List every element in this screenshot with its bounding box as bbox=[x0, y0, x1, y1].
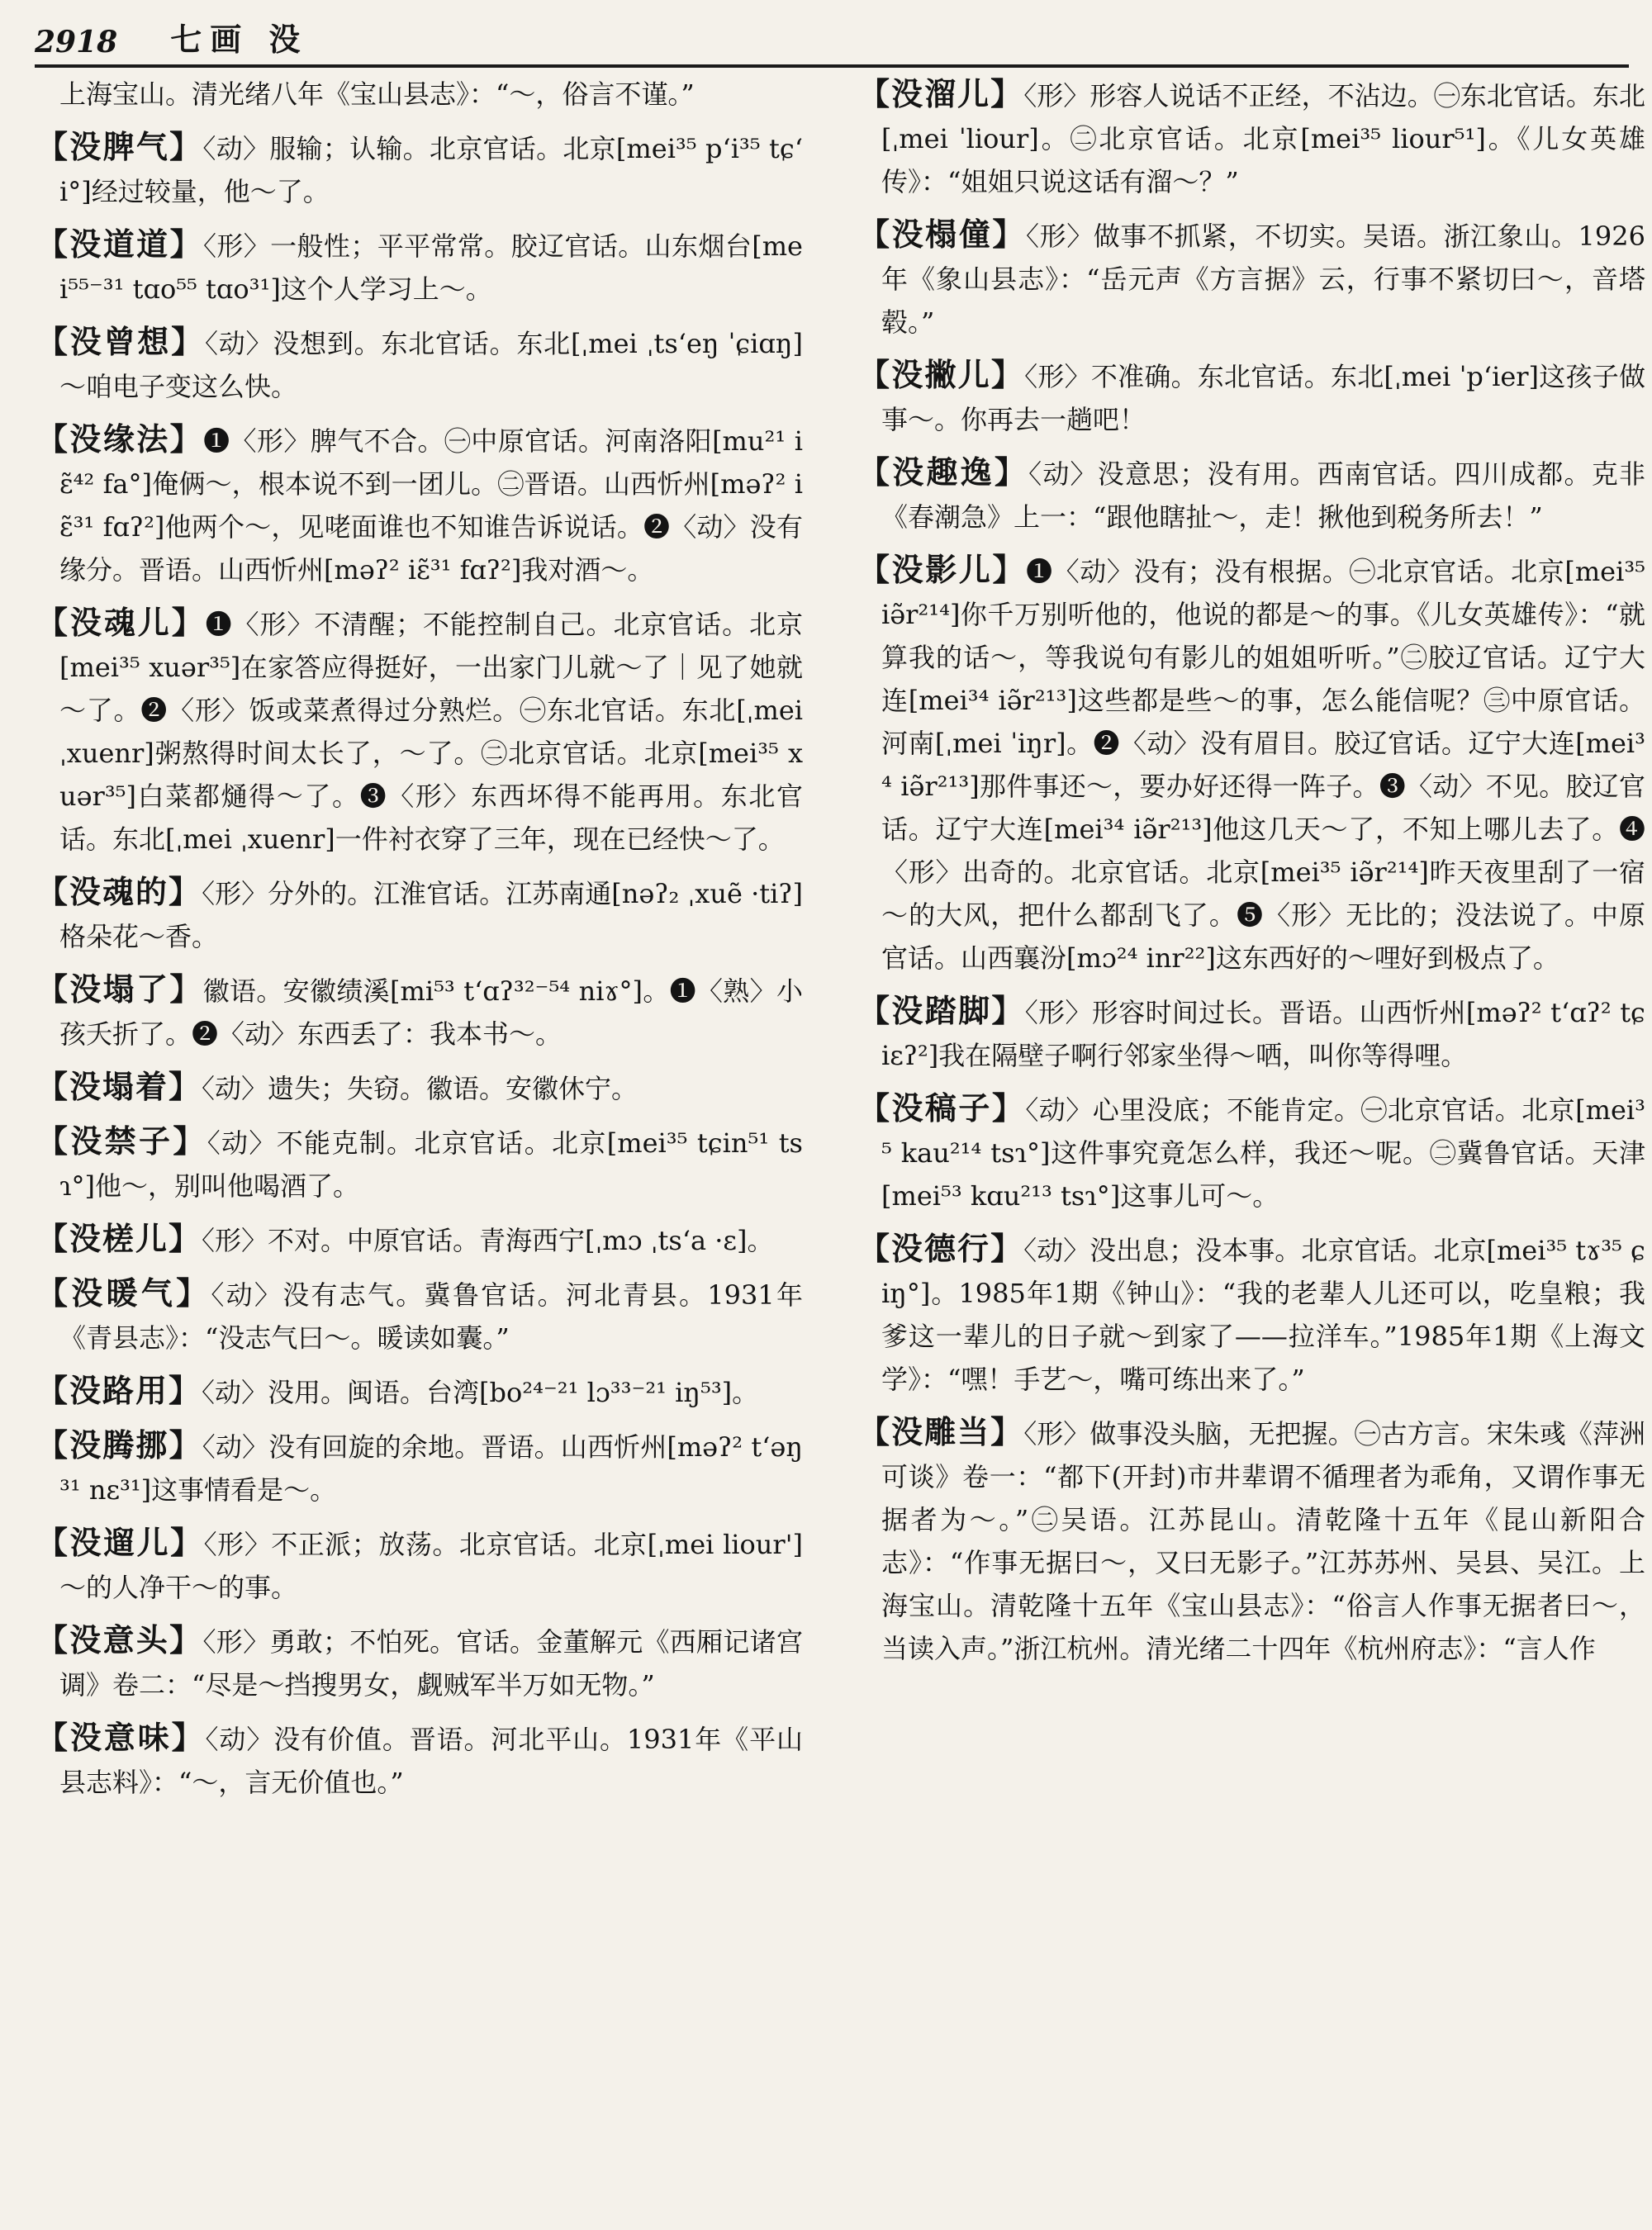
entry-definition: 〈形〉形容时间过长。晋语。山西忻州[məʔ² tʻɑʔ² tɕiɛʔ²]我在隔壁子啊行邻家坐得～哂，叫你等得哩。 bbox=[881, 997, 1645, 1071]
dictionary-entry bbox=[36, 1272, 803, 1359]
dictionary-entry bbox=[36, 1369, 803, 1414]
dictionary-entry bbox=[36, 1521, 803, 1609]
entry-headword: 【没德行】 bbox=[858, 1230, 1024, 1267]
entry-definition: 〈形〉不准确。东北官话。东北[ˌmei ˈpʻier]这孩子做事～。你再去一趟吧！ bbox=[881, 361, 1645, 435]
entry-definition: 〈形〉形容人说话不正经，不沾边。㊀东北官话。东北[ˌmei ˈliour]。㊁北京官话。北京[mei³⁵ liour⁵¹]。《儿女英雄传》：“姐姐只说这话有溜～？” bbox=[881, 80, 1645, 197]
dictionary-entry bbox=[858, 1411, 1645, 1670]
entry-headword: 【没影儿】 bbox=[858, 551, 1027, 588]
entry-definition: 〈形〉做事不抓紧，不切实。吴语。浙江象山。1926年《象山县志》：“岳元声《方言据》云，行事不紧切曰～，音塔毂。” bbox=[881, 221, 1645, 338]
dictionary-entry bbox=[36, 126, 803, 213]
left-column bbox=[36, 73, 803, 2220]
right-column bbox=[858, 73, 1645, 2220]
dictionary-entry bbox=[858, 451, 1645, 539]
entry-definition: 〈动〉心里没底；不能肯定。㊀北京官话。北京[mei³⁵ kau²¹⁴ tsɿ°]这件事究竟怎么样，我还～呢。㊁冀鲁官话。天津[mei⁵³ kɑu²¹³ tsɿ°]这事儿可～。 bbox=[881, 1094, 1645, 1212]
dictionary-entry bbox=[858, 1087, 1645, 1217]
entry-headword: 【没魂的】 bbox=[36, 873, 202, 910]
entry-definition: 〈动〉没有回旋的余地。晋语。山西忻州[məʔ² tʻəŋ³¹ nɛ³¹]这事情看是～。 bbox=[59, 1431, 803, 1506]
entry-headword: 【没撇儿】 bbox=[858, 356, 1025, 393]
entry-definition: 〈形〉不对。中原官话。青海西宁[ˌmɔ ˌtsʻa ·ɛ]。 bbox=[202, 1225, 774, 1256]
dictionary-entry bbox=[36, 871, 803, 958]
entry-definition: 〈动〉不能克制。北京官话。北京[mei³⁵ tɕin⁵¹ tsɿ°]他～，别叫他喝酒了。 bbox=[59, 1127, 803, 1202]
entry-definition: 〈形〉一般性；平平常常。胶辽官话。山东烟台[mei⁵⁵⁻³¹ tɑo⁵⁵ tɑo³¹]这个人学习上～。 bbox=[59, 230, 803, 305]
dictionary-entry bbox=[36, 1619, 803, 1706]
entry-definition: ❶〈形〉不清醒；不能控制自己。北京官话。北京[mei³⁵ xuər³⁵]在家答应得挺好，一出家门儿就～了｜见了她就～了。❷〈形〉饭或菜煮得过分熟烂。㊀东北官话。东北[ˌmei ˌxuenr]粥熬得时间太长了，～了。㊁北京官话。北京[mei³⁵ xuər³⁵]白菜都熥得～了。❸〈形〉东西坏得不能再用。东北官话。东北[ˌmei ˌxuenr]一件衬衣穿了三年，现在已经快～了。 bbox=[59, 609, 803, 855]
header-rule bbox=[35, 64, 1629, 68]
entry-headword: 【没魂儿】 bbox=[36, 604, 206, 641]
entry-headword: 【没意味】 bbox=[36, 1719, 206, 1756]
entry-definition: 〈形〉不正派；放荡。北京官话。北京[ˌmei liour']～的人净干～的事。 bbox=[59, 1529, 803, 1603]
entry-definition: 徽语。安徽绩溪[mi⁵³ tʻɑʔ³²⁻⁵⁴ niɤ°]。❶〈熟〉小孩夭折了。❷〈动〉东西丢了：我本书～。 bbox=[59, 975, 803, 1050]
entry-headword: 【没路用】 bbox=[36, 1372, 202, 1409]
dictionary-entry bbox=[36, 1217, 803, 1262]
running-title: 七画 没 bbox=[170, 21, 309, 58]
entry-headword: 【没暖气】 bbox=[36, 1274, 211, 1312]
entry-headword: 【没腾挪】 bbox=[36, 1426, 202, 1464]
entry-headword: 【没塌着】 bbox=[36, 1068, 202, 1105]
entry-headword: 【没禁子】 bbox=[36, 1122, 207, 1160]
entry-headword: 【没缘法】 bbox=[36, 420, 204, 458]
dictionary-entry bbox=[36, 1120, 803, 1208]
entry-definition: ❶〈动〉没有；没有根据。㊀北京官话。北京[mei³⁵ iə̃r²¹⁴]你千万别听他的，他说的都是～的事。《儿女英雄传》：“就算我的话～，等我说句有影儿的姐姐听听。”㊁胶辽官话。辽宁大连[mei³⁴ iə̃r²¹³]这些都是些～的事，怎么能信呢？㊂中原官话。河南[ˌmei ˈiŋr]。❷〈动〉没有眉目。胶辽官话。辽宁大连[mei³⁴ iə̃r²¹³]那件事还～，要办好还得一阵子。❸〈动〉不见。胶辽官话。辽宁大连[mei³⁴ iə̃r²¹³]他这几天～了，不知上哪儿去了。❹〈形〉出奇的。北京官话。北京[mei³⁵ iə̃r²¹⁴]昨天夜里刮了一宿～的大风，把什么都刮飞了。❺〈形〉无比的；没法说了。中原官话。山西襄汾[mɔ²⁴ inr²²]这东西好的～哩好到极点了。 bbox=[881, 556, 1645, 974]
entry-definition: 〈动〉没用。闽语。台湾[bo²⁴⁻²¹ lɔ³³⁻²¹ iŋ⁵³]。 bbox=[202, 1377, 759, 1408]
entry-headword: 【没槎儿】 bbox=[36, 1220, 202, 1257]
entry-headword: 【没趣逸】 bbox=[858, 453, 1029, 491]
entry-headword: 【没遛儿】 bbox=[36, 1524, 204, 1561]
entry-definition: 〈形〉分外的。江淮官话。江苏南通[nəʔ₂ ˌxuẽ ·tiʔ]格朵花～香。 bbox=[59, 878, 803, 952]
dictionary-entry bbox=[36, 601, 803, 861]
dictionary-entry bbox=[858, 213, 1645, 344]
dictionary-entry bbox=[36, 1424, 803, 1511]
entry-headword: 【没道道】 bbox=[36, 225, 203, 263]
entry-headword: 【没溜儿】 bbox=[858, 75, 1024, 112]
entry-headword: 【没意头】 bbox=[36, 1621, 203, 1658]
entry-definition: 〈动〉没有志气。冀鲁官话。河北青县。1931年《青县志》：“没志气曰～。暖读如囊。” bbox=[59, 1279, 803, 1354]
entry-definition: ❶〈形〉脾气不合。㊀中原官话。河南洛阳[mu²¹ iɛ̃⁴² fa°]俺俩～，根本说不到一团儿。㊁晋语。山西忻州[məʔ² iɛ̃³¹ fɑʔ²]他两个～，见咾面谁也不知谁告诉说话。❷〈动〉没有缘分。晋语。山西忻州[məʔ² iɛ̃³¹ fɑʔ²]我对酒～。 bbox=[59, 425, 803, 586]
page-header bbox=[35, 12, 1629, 59]
dictionary-entry bbox=[36, 418, 803, 591]
entry-definition: 〈动〉没意思；没有用。西南官话。四川成都。克非《春潮急》上一：“跟他瞎扯～，走！揪他到税务所去！” bbox=[881, 458, 1645, 533]
entry-definition: 〈动〉遗失；失窃。徽语。安徽休宁。 bbox=[202, 1073, 638, 1104]
entry-headword: 【没稿子】 bbox=[858, 1089, 1026, 1127]
dictionary-entry bbox=[36, 1065, 803, 1110]
page-number: 2918 bbox=[35, 25, 118, 59]
dictionary-entry bbox=[36, 968, 803, 1056]
entry-headword: 【没曾想】 bbox=[36, 323, 205, 360]
entry-definition: 〈动〉没出息；没本事。北京官话。北京[mei³⁵ tɤ³⁵ ɕiŋ°]。1985年1期《钟山》：“我的老辈人儿还可以，吃皇粮；我爹这一辈儿的日子就～到家了——拉洋车。”1985年1期《上海文学》：“嘿！手艺～，嘴可练出来了。” bbox=[881, 1235, 1645, 1395]
dictionary-entry bbox=[36, 223, 803, 311]
entry-headword: 【没脾气】 bbox=[36, 128, 203, 165]
entry-headword: 【没踏脚】 bbox=[858, 992, 1025, 1029]
dictionary-entry bbox=[36, 320, 803, 408]
dictionary-entry bbox=[36, 1716, 803, 1804]
entry-headword: 【没雕当】 bbox=[858, 1413, 1024, 1450]
dictionary-columns bbox=[36, 73, 1645, 2220]
dictionary-entry bbox=[858, 73, 1645, 203]
dictionary-entry bbox=[858, 1227, 1645, 1401]
dictionary-entry bbox=[59, 73, 803, 116]
entry-definition: 〈动〉没有价值。晋语。河北平山。1931年《平山县志料》：“～，言无价值也。” bbox=[59, 1724, 803, 1798]
entry-definition: 〈形〉做事没头脑，无把握。㊀古方言。宋朱彧《萍洲可谈》卷一：“都下(开封)市井辈谓不循理者为乖角，又谓作事无据者为～。”㊁吴语。江苏昆山。清乾隆十五年《昆山新阳合志》：“作事无据曰～，又曰无影子。”江苏苏州、吴县、吴江。上海宝山。清乾隆十五年《宝山县志》：“俗言人作事无据者曰～，当读入声。”浙江杭州。清光绪二十四年《杭州府志》：“言人作 bbox=[881, 1418, 1645, 1664]
entry-definition: 〈形〉勇敢；不怕死。官话。金董解元《西厢记诸宫调》卷二：“尽是～挡搜男女，觑贼军半万如无物。” bbox=[59, 1626, 803, 1701]
dictionary-entry bbox=[858, 353, 1645, 441]
dictionary-entry bbox=[858, 989, 1645, 1077]
entry-definition: 上海宝山。清光绪八年《宝山县志》：“～，俗言不谨。” bbox=[59, 78, 695, 110]
entry-headword: 【没塌了】 bbox=[36, 970, 203, 1008]
entry-definition: 〈动〉没想到。东北官话。东北[ˌmei ˌtsʻeŋ ˈɕiɑŋ]～咱电子变这么快。 bbox=[59, 328, 803, 402]
entry-headword: 【没榻僮】 bbox=[858, 216, 1026, 253]
dictionary-entry bbox=[858, 548, 1645, 980]
entry-definition: 〈动〉服输；认输。北京官话。北京[mei³⁵ pʻi³⁵ tɕʻi°]经过较量，他～了。 bbox=[59, 133, 803, 207]
